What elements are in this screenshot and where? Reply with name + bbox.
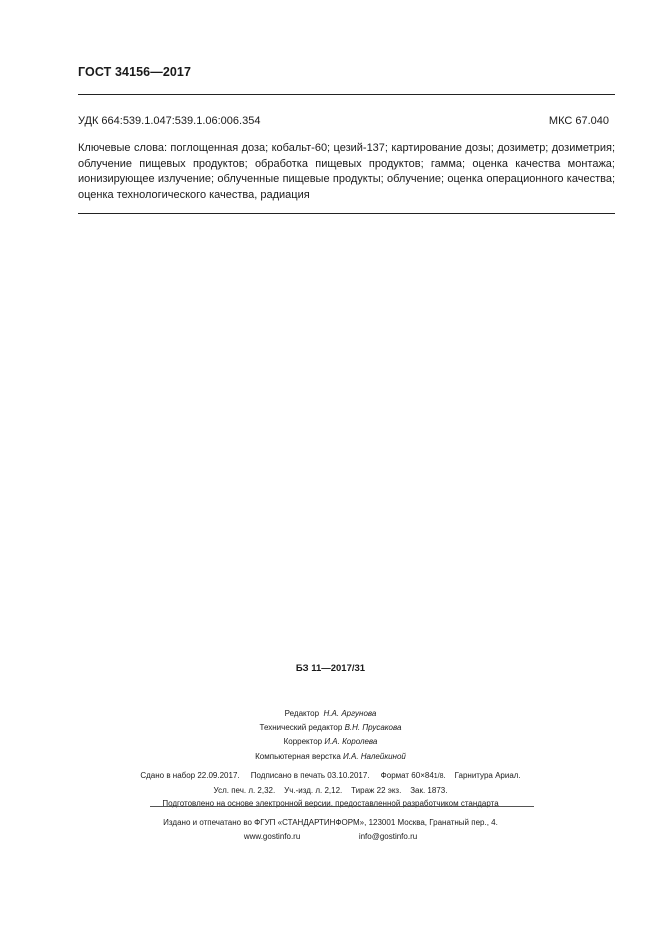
staff-line-editor: [0, 707, 661, 721]
imprint-line-3: Подготовлено на основе электронной версии, предоставленной разработчиком стандарта: [162, 799, 499, 808]
imprint-typeface: Гарнитура Ариал.: [454, 771, 521, 780]
imprint-pub-sheets: Уч.-изд. л. 2,12.: [284, 785, 343, 795]
staff-role: Редактор: [284, 709, 320, 718]
keywords-divider: [78, 213, 615, 214]
publisher-divider: [150, 806, 534, 807]
staff-role: Компьютерная верстка: [255, 751, 341, 761]
keywords-paragraph: Ключевые слова: поглощенная доза; кобальт-60; цезий-137; картирование дозы; дозиметр; дозиметрия; облучение пищевых продуктов; обработка пищевых продуктов; гамма; оценка качества монтажа; ионизирующее излучение; облученные пищевые продукты; облучение; оценка операционного качества; оценка технологического качества, радиация: [78, 142, 615, 201]
standard-number-header: ГОСТ 34156—2017: [78, 65, 192, 79]
imprint-format: Формат 60×84: [380, 771, 434, 780]
imprint-format-fraction: 1/8: [433, 773, 444, 780]
publisher-contacts: [0, 830, 661, 844]
imprint-circulation: Тираж 22 экз.: [351, 785, 402, 795]
email-link[interactable]: info@gostinfo.ru: [358, 831, 418, 841]
staff-name: Н.А. Аргунова: [323, 709, 377, 718]
publisher-line: Издано и отпечатано во ФГУП «СТАНДАРТИНФОРМ», 123001 Москва, Гранатный пер., 4.: [163, 818, 498, 827]
imprint-block: [0, 769, 661, 811]
staff-line-tech-editor: [0, 721, 661, 735]
imprint-line-2: [0, 784, 661, 798]
imprint-print-sheets: Усл. печ. л. 2,32.: [213, 785, 276, 795]
staff-role: Технический редактор: [259, 723, 343, 733]
staff-credits: [0, 707, 661, 764]
staff-name: И.А. Королева: [324, 737, 378, 747]
staff-line-layout: [0, 750, 661, 764]
imprint-signed: Подписано в печать 03.10.2017.: [250, 771, 370, 780]
udk-code: УДК 664:539.1.047:539.1.06:006.354: [78, 115, 261, 127]
imprint-sent: Сдано в набор 22.09.2017.: [140, 771, 240, 780]
staff-line-corrector: [0, 735, 661, 749]
staff-role: Корректор: [283, 737, 323, 747]
header-divider: [78, 94, 615, 95]
staff-name: И.А. Налейкиной: [343, 751, 406, 761]
publisher-block: [0, 816, 661, 843]
mks-code: МКС 67.040: [548, 115, 609, 127]
imprint-order: Зак. 1873.: [410, 785, 448, 795]
imprint-line-1: Сдано в набор 22.09.2017. Подписано в печать 03.10.2017. Формат 60×841/8. Гарнитура Ариал.: [140, 771, 521, 780]
website-link[interactable]: www.gostinfo.ru: [243, 831, 301, 841]
staff-name: В.Н. Прусакова: [344, 723, 402, 733]
bz-code: БЗ 11—2017/31: [295, 663, 366, 674]
